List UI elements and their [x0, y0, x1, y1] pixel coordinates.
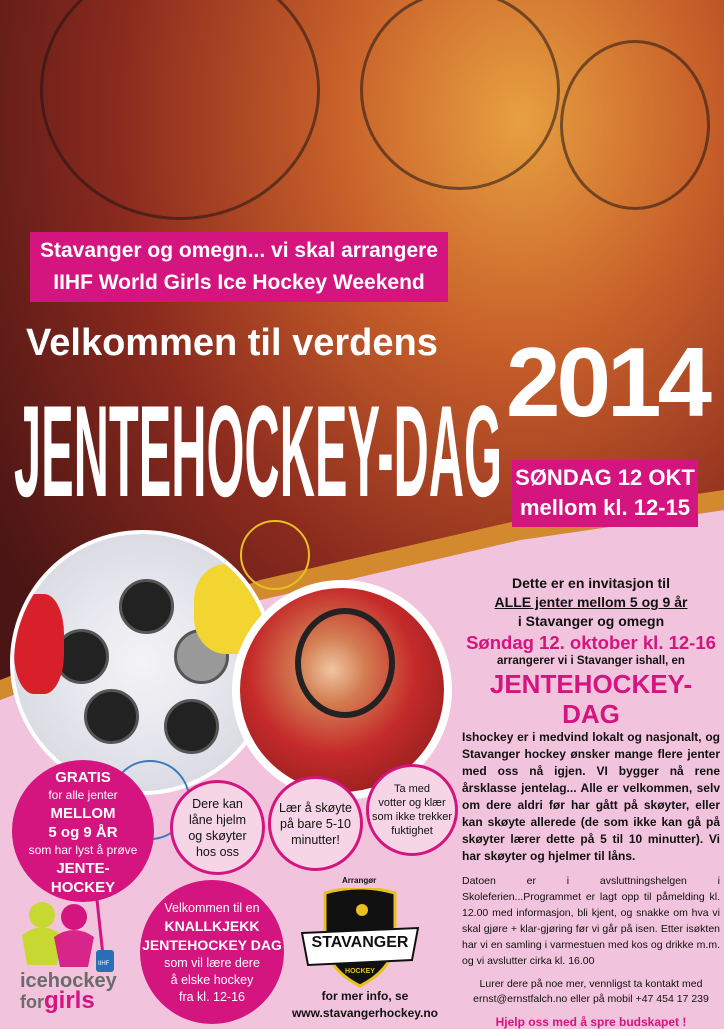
invitation-text: [462, 574, 720, 1029]
bubble-text: minutter!: [291, 832, 340, 847]
logo-text-line: girls: [44, 987, 95, 1014]
clothing-bubble: [366, 764, 458, 856]
helmet-shape: [84, 689, 139, 744]
bubble-text: hos oss: [195, 844, 240, 859]
gratis-text: HOCKEY: [50, 879, 116, 896]
event-banner: [30, 232, 448, 302]
organizer-sub: HOCKEY: [345, 968, 375, 975]
helmet-shape: [119, 579, 174, 634]
banner-line: Stavanger og omegn... vi skal arrangere: [40, 239, 438, 262]
year-heading: 2014: [506, 327, 709, 437]
main-title-graphic: [14, 378, 506, 510]
share-message: Hjelp oss med å spre budskapet !: [495, 1015, 687, 1029]
gratis-text: som har lyst å prøve: [28, 843, 138, 857]
bubble-text: på bare 5-10: [280, 816, 351, 831]
program-paragraph: Datoen er i avsluttningshelgen i Skoleferien...Programmet er lagt opp til påmelding kl. 12.00 med informasjon, bli kjent, og snakke om hva vi skal gjøre + klar-gjøring før vi går på isen. Etter isøkten har vi en samling i varmestuen med kos og drikke m.m. og vi avslutter cirka kl. 16.00: [462, 875, 720, 967]
decor-ring: [240, 520, 310, 590]
helmet-shape: [295, 608, 395, 718]
welcome-circle-text: KNALLKJEKK: [164, 918, 260, 934]
equipment-bubble: [170, 780, 265, 875]
website-link[interactable]: www.stavangerhockey.no: [291, 1006, 439, 1020]
invite-line: Dette er en invitasjon til: [512, 575, 670, 591]
event-date: Søndag 12. oktober kl. 12-16: [466, 632, 716, 653]
bubble-text: låne hjelm: [189, 812, 246, 827]
organizer-label: Arrangør: [342, 876, 377, 885]
welcome-circle-text: fra kl. 12-16: [178, 990, 245, 1004]
date-line: SØNDAG 12 OKT: [515, 465, 695, 490]
jersey-shape: [14, 594, 64, 694]
logo-text: [20, 971, 117, 1012]
bubble-text: votter og klær: [378, 797, 446, 809]
organizer-name: STAVANGER: [311, 934, 409, 951]
skating-bubble: [268, 776, 363, 871]
banner-line: IIHF World Girls Ice Hockey Weekend: [53, 271, 425, 294]
venue-line: arrangerer vi i Stavanger ishall, en: [497, 655, 685, 667]
contact-details[interactable]: ernst@ernstfalch.no eller på mobil +47 454 17 239: [473, 993, 709, 1005]
helmet-shape: [360, 0, 560, 190]
gratis-text: GRATIS: [55, 769, 111, 786]
date-box: [512, 460, 698, 527]
logo-text-line: icehockey: [20, 970, 117, 992]
event-title: JENTEHOCKEY-DAG: [489, 669, 693, 729]
gratis-text: for alle jenter: [48, 788, 118, 802]
invite-line: ALLE jenter mellom 5 og 9 år: [494, 594, 688, 610]
welcome-circle-text: å elske hockey: [170, 973, 254, 987]
helmet-shape: [164, 699, 219, 754]
welcome-circle: [140, 880, 284, 1024]
free-info-circle: [12, 760, 154, 902]
more-info: [290, 988, 440, 1022]
logo-text-line: for: [20, 992, 44, 1012]
bubble-text: Dere kan: [192, 796, 243, 811]
contact-text: Lurer dere på noe mer, vennligst ta kontakt med: [479, 978, 703, 990]
welcome-circle-text: Velkommen til en: [164, 901, 260, 915]
bubble-text: Ta med: [393, 783, 431, 795]
gratis-text: 5 og 9 ÅR: [48, 824, 118, 841]
time-line: mellom kl. 12-15: [520, 495, 690, 520]
iihf-badge: IIHF: [98, 961, 110, 967]
stavanger-hockey-logo: [300, 888, 420, 988]
bubble-text: og skøyter: [188, 828, 247, 843]
gratis-text: JENTE-: [56, 860, 110, 877]
helmet-shape: [40, 0, 320, 220]
welcome-circle-text: JENTEHOCKEY DAG: [142, 937, 282, 953]
gratis-text: MELLOM: [50, 805, 116, 822]
welcome-heading: Velkommen til verdens: [26, 322, 438, 364]
main-title: JENTEHOCKEY-DAG: [14, 378, 502, 510]
helmet-shape: [560, 40, 710, 210]
bubble-text: fuktighet: [391, 825, 433, 837]
icehockey-for-girls-logo: [12, 895, 122, 1020]
bubble-text: Lær å skøyte: [279, 800, 352, 815]
contact-block: [462, 977, 720, 1007]
description-paragraph: Ishockey er i medvind lokalt og nasjonalt, og Stavanger hockey ønsker mange flere jenter med oss nå igjen. VI bygger nå rene årsklasse jentelag... Alle er velkommen, selv om dere aldri før har gått på skøyter, eller kan skøyte allerede (de som ikke kan gå på skøyter lærer dette på 5 til 10 minutter). Vi har skøyter og hjelmer til låns.: [462, 730, 720, 863]
invite-line: i Stavanger og omegn: [517, 613, 665, 629]
bubble-text: som ikke trekker: [371, 811, 453, 823]
welcome-circle-text: som vil lære dere: [164, 956, 260, 970]
info-text: for mer info, se: [321, 989, 409, 1003]
